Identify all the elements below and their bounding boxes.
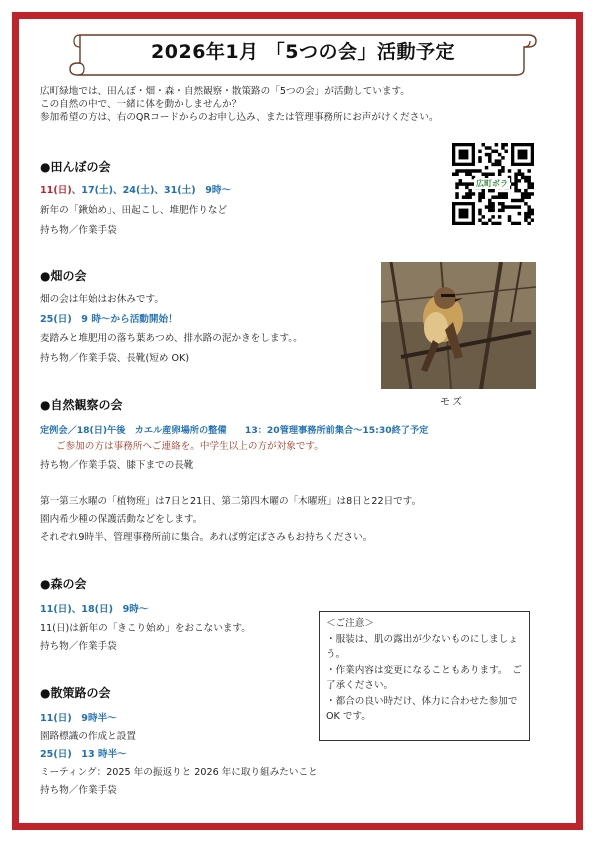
shizen-extra-2: 園内希少種の保護活動などをします。 <box>40 514 203 525</box>
intro-line-3: 参加希望の方は、右のQRコードからのお申し込み、または管理事務所にお声がけください。 <box>40 112 439 123</box>
notice-box <box>319 611 530 741</box>
photo-caption: モズ <box>440 397 464 408</box>
notice-item: ・服装は、肌の露出が少ないものにしましょう。 <box>326 633 518 660</box>
section-heading-shizen: ●自然観察の会 <box>40 398 123 412</box>
qr-code[interactable] <box>452 143 534 225</box>
sansaku-line-3: 持ち物／作業手袋 <box>40 785 117 796</box>
section-heading-sansaku: ●散策路の会 <box>40 686 111 700</box>
notice-title: ＜ご注意＞ <box>326 618 374 629</box>
shizen-extra-1: 第一第三水曜の「植物班」は7日と21日、第二第四木曜の「木曜班」は8日と22日です。 <box>40 496 422 507</box>
intro-line-2: この自然の中で、一緒に体を動かしませんか？ <box>40 99 242 110</box>
shizen-note: ご参加の方は事務所へご連絡を。中学生以上の方が対象です。 <box>56 441 324 452</box>
notice-item: ・都合の良い時だけ、体力に合わせた参加で OK です。 <box>326 695 518 722</box>
section-heading-hatake: ●畑の会 <box>40 269 87 283</box>
shrike-photo <box>381 262 536 389</box>
sansaku-schedule-2: 25(日) 13 時半～ <box>40 749 127 760</box>
notice-item: ・作業内容は変更になることもあります。 ご了承ください。 <box>326 664 522 691</box>
hatake-line-1: 畑の会は年始はお休みです。 <box>40 294 164 305</box>
hatake-line-3: 持ち物／作業手袋、長靴(短め OK) <box>40 353 190 364</box>
mori-schedule: 11(日)、18(日) 9時～ <box>40 604 149 615</box>
tanbo-schedule-first: 11(日) <box>40 185 72 196</box>
shizen-items: 持ち物／作業手袋、膝下までの長靴 <box>40 460 194 471</box>
shizen-schedule: 定例会／18(日)午後 カエル産卵場所の整備 13：20管理事務所前集合～15:30終了予定 <box>40 425 429 436</box>
mori-line-2: 持ち物／作業手袋 <box>40 641 117 652</box>
intro-line-1: 広町緑地では、田んぼ・畑・森・自然観察・散策路の「5つの会」が活動しています。 <box>40 86 410 97</box>
section-heading-tanbo: ●田んぼの会 <box>40 160 111 174</box>
hatake-line-2: 麦踏みと堆肥用の落ち葉あつめ、排水路の泥かきをします。。 <box>40 333 303 344</box>
section-heading-mori: ●森の会 <box>40 577 87 591</box>
sansaku-line-1: 園路標識の作成と設置 <box>40 731 136 742</box>
tanbo-schedule-rest: 、17(土)、24(土)、31(土) 9時～ <box>71 185 232 196</box>
page-title: 2026年1月 「5つの会」活動予定 <box>151 41 455 63</box>
tanbo-line-2: 持ち物／作業手袋 <box>40 225 117 236</box>
sansaku-line-2: ミーティング：2025 年の振返りと 2026 年に取り組みたいこと <box>40 767 318 778</box>
title-banner <box>66 29 540 81</box>
tanbo-line-1: 新年の「鍬始め」、田起こし、堆肥作りなど <box>40 205 228 216</box>
qr-label: 広町ボラ <box>476 179 508 188</box>
hatake-schedule: 25(日) 9 時～から活動開始！ <box>40 314 178 325</box>
sansaku-schedule-1: 11(日) 9時半～ <box>40 713 117 724</box>
shizen-extra-3: それぞれ9時半、管理事務所前に集合。あれば剪定ばさみもお持ちください。 <box>40 532 373 543</box>
tanbo-schedule <box>40 184 231 197</box>
mori-line-1: 11(日)は新年の「きこり始め」をおこないます。 <box>40 623 251 634</box>
